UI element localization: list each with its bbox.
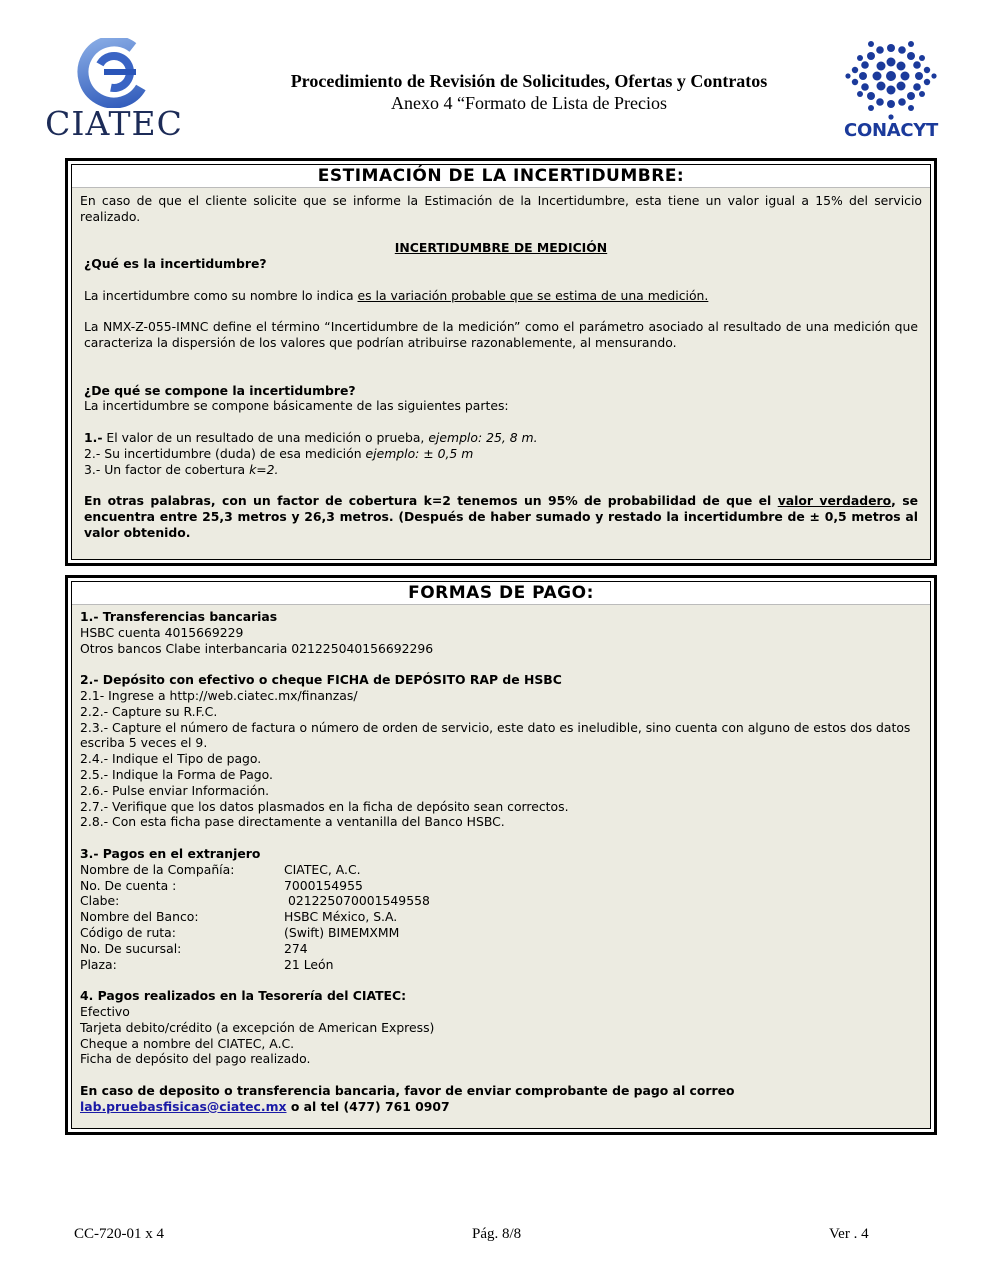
table-row <box>80 893 922 909</box>
row-label: No. De cuenta : <box>80 877 177 893</box>
step-item: 2.6.- Pulse enviar Información. <box>80 782 270 798</box>
list-item-text: 2.- Su incertidumbre (duda) de esa medición <box>84 445 366 461</box>
list-item-example: ejemplo: ± 0,5 m <box>365 445 474 461</box>
question-composition: ¿De qué se compone la incertidumbre? <box>84 382 356 398</box>
list-item: Efectivo <box>80 1003 130 1019</box>
section-2-title: 2.- Depósito con efectivo o cheque FICHA de DEPÓSITO RAP de HSBC <box>80 672 562 688</box>
row-label: Nombre del Banco: <box>80 909 199 925</box>
conclusion-text: En otras palabras, con un factor de cobertura k=2 tenemos un 95% de probabilidad de que el <box>84 493 778 509</box>
table-row <box>80 878 922 894</box>
section-3-title: 3.- Pagos en el extranjero <box>80 845 261 861</box>
list-item-number: 1.- <box>84 429 103 445</box>
table-row <box>80 909 922 925</box>
formas-de-pago-title: FORMAS DE PAGO: <box>72 582 930 605</box>
row-value: 021225070001549558 <box>284 893 430 909</box>
payment-note <box>80 1083 922 1115</box>
row-value: 274 <box>284 940 308 956</box>
formas-de-pago-section <box>65 575 937 1135</box>
list-item-text: El valor de un resultado de una medición o prueba, <box>102 429 429 445</box>
ciatec-swirl-icon <box>38 38 190 108</box>
clabe-interbancaria: Otros bancos Clabe interbancaria 021225040156692296 <box>80 640 434 656</box>
step-item: 2.5.- Indique la Forma de Pago. <box>80 766 273 782</box>
step-item: 2.1- Ingrese a http://web.ciatec.mx/finanzas/ <box>80 687 358 703</box>
foreign-payment-table <box>80 862 922 973</box>
conacyt-dots-icon <box>836 38 946 120</box>
title-line-2: Anexo 4 “Formato de Lista de Precios <box>391 93 667 113</box>
list-item-example: k=2. <box>249 461 279 477</box>
definition-paragraph <box>84 288 918 304</box>
row-label: Plaza: <box>80 956 117 972</box>
email-link[interactable]: lab.pruebasfisicas@ciatec.mx <box>80 1098 287 1114</box>
section-1-title: 1.- Transferencias bancarias <box>80 609 278 624</box>
conacyt-logo <box>836 38 946 148</box>
hsbc-account: HSBC cuenta 4015669229 <box>80 624 244 640</box>
step-item: 2.3.- Capture el número de factura o número de orden de servicio, este dato es ineludible, sino cuenta con alguno de estos dos datos escriba 5 veces el 9. <box>80 719 911 751</box>
step-item: 2.2.- Capture su R.F.C. <box>80 703 218 719</box>
row-value: (Swift) BIMEMXMM <box>284 924 400 940</box>
row-value: 21 León <box>284 956 334 972</box>
conacyt-logo-text: CONACYT <box>844 120 938 141</box>
conclusion-text-end: , se encuentra entre 25,3 metros y 26,3 metros. (Después de haber sumado y restado la incertidumbre de ± 0,5 metros al valor obtenido. <box>84 493 918 540</box>
question-what: ¿Qué es la incertidumbre? <box>84 256 267 272</box>
page-header <box>0 0 990 150</box>
step-item: 2.8.- Con esta ficha pase directamente a ventanilla del Banco HSBC. <box>80 814 505 830</box>
section-4-title: 4. Pagos realizados en la Tesorería del CIATEC: <box>80 988 407 1004</box>
table-row <box>80 957 922 973</box>
phone-text: o al tel (477) 761 0907 <box>286 1098 450 1114</box>
incertidumbre-section <box>65 158 937 566</box>
row-label: Clabe: <box>80 893 120 909</box>
list-item <box>84 446 918 462</box>
list-item-example: ejemplo: 25, 8 m. <box>428 429 538 445</box>
row-value: HSBC México, S.A. <box>284 909 398 925</box>
row-label: Nombre de la Compañía: <box>80 861 235 877</box>
list-item <box>84 462 918 478</box>
definition-text: La incertidumbre como su nombre lo indica <box>84 287 358 303</box>
footer-page-number: Pág. 8/8 <box>472 1226 522 1242</box>
list-item: Tarjeta debito/crédito (a excepción de American Express) <box>80 1019 435 1035</box>
row-value: 7000154955 <box>284 877 363 893</box>
table-row <box>80 941 922 957</box>
composition-intro: La incertidumbre se compone básicamente de las siguientes partes: <box>84 398 509 414</box>
ciatec-logo-text: CIATEC <box>45 104 183 143</box>
list-item: Ficha de depósito del pago realizado. <box>80 1051 311 1067</box>
list-item: Cheque a nombre del CIATEC, A.C. <box>80 1035 295 1051</box>
step-item: 2.7.- Verifique que los datos plasmados en la ficha de depósito sean correctos. <box>80 798 569 814</box>
list-item <box>84 430 918 446</box>
definition-underlined: es la variación probable que se estima de una medición. <box>357 287 709 303</box>
footer-version: Ver . 4 <box>829 1226 869 1242</box>
table-row <box>80 925 922 941</box>
document-title <box>200 70 858 114</box>
payment-note-text: En caso de deposito o transferencia bancaria, favor de enviar comprobante de pago al correo <box>80 1082 735 1098</box>
conclusion-underlined: valor verdadero <box>777 493 892 509</box>
table-row <box>80 862 922 878</box>
nmx-paragraph: La NMX-Z-055-IMNC define el término “Incertidumbre de la medición” como el parámetro asociado al resultado de una medición que caracteriza la dispersión de los valores que podrían atribuirse razonablemente, al mensurando. <box>84 319 918 351</box>
incertidumbre-title: ESTIMACIÓN DE LA INCERTIDUMBRE: <box>72 165 930 188</box>
step-item: 2.4.- Indique el Tipo de pago. <box>80 751 262 767</box>
step-list <box>80 688 922 830</box>
footer-code: CC-720-01 x 4 <box>74 1226 164 1242</box>
row-label: No. De sucursal: <box>80 940 182 956</box>
row-value: CIATEC, A.C. <box>284 861 361 877</box>
incertidumbre-subtitle: INCERTIDUMBRE DE MEDICIÓN <box>394 240 608 256</box>
conclusion-paragraph <box>84 493 918 540</box>
row-label: Código de ruta: <box>80 924 176 940</box>
incertidumbre-intro: En caso de que el cliente solicite que se informe la Estimación de la Incertidumbre, esta tiene un valor igual a 15% del servicio realizado. <box>80 193 922 224</box>
list-item-text: 3.- Un factor de cobertura <box>84 461 250 477</box>
title-line-1: Procedimiento de Revisión de Solicitudes, Ofertas y Contratos <box>290 71 768 91</box>
ciatec-logo <box>38 38 190 142</box>
